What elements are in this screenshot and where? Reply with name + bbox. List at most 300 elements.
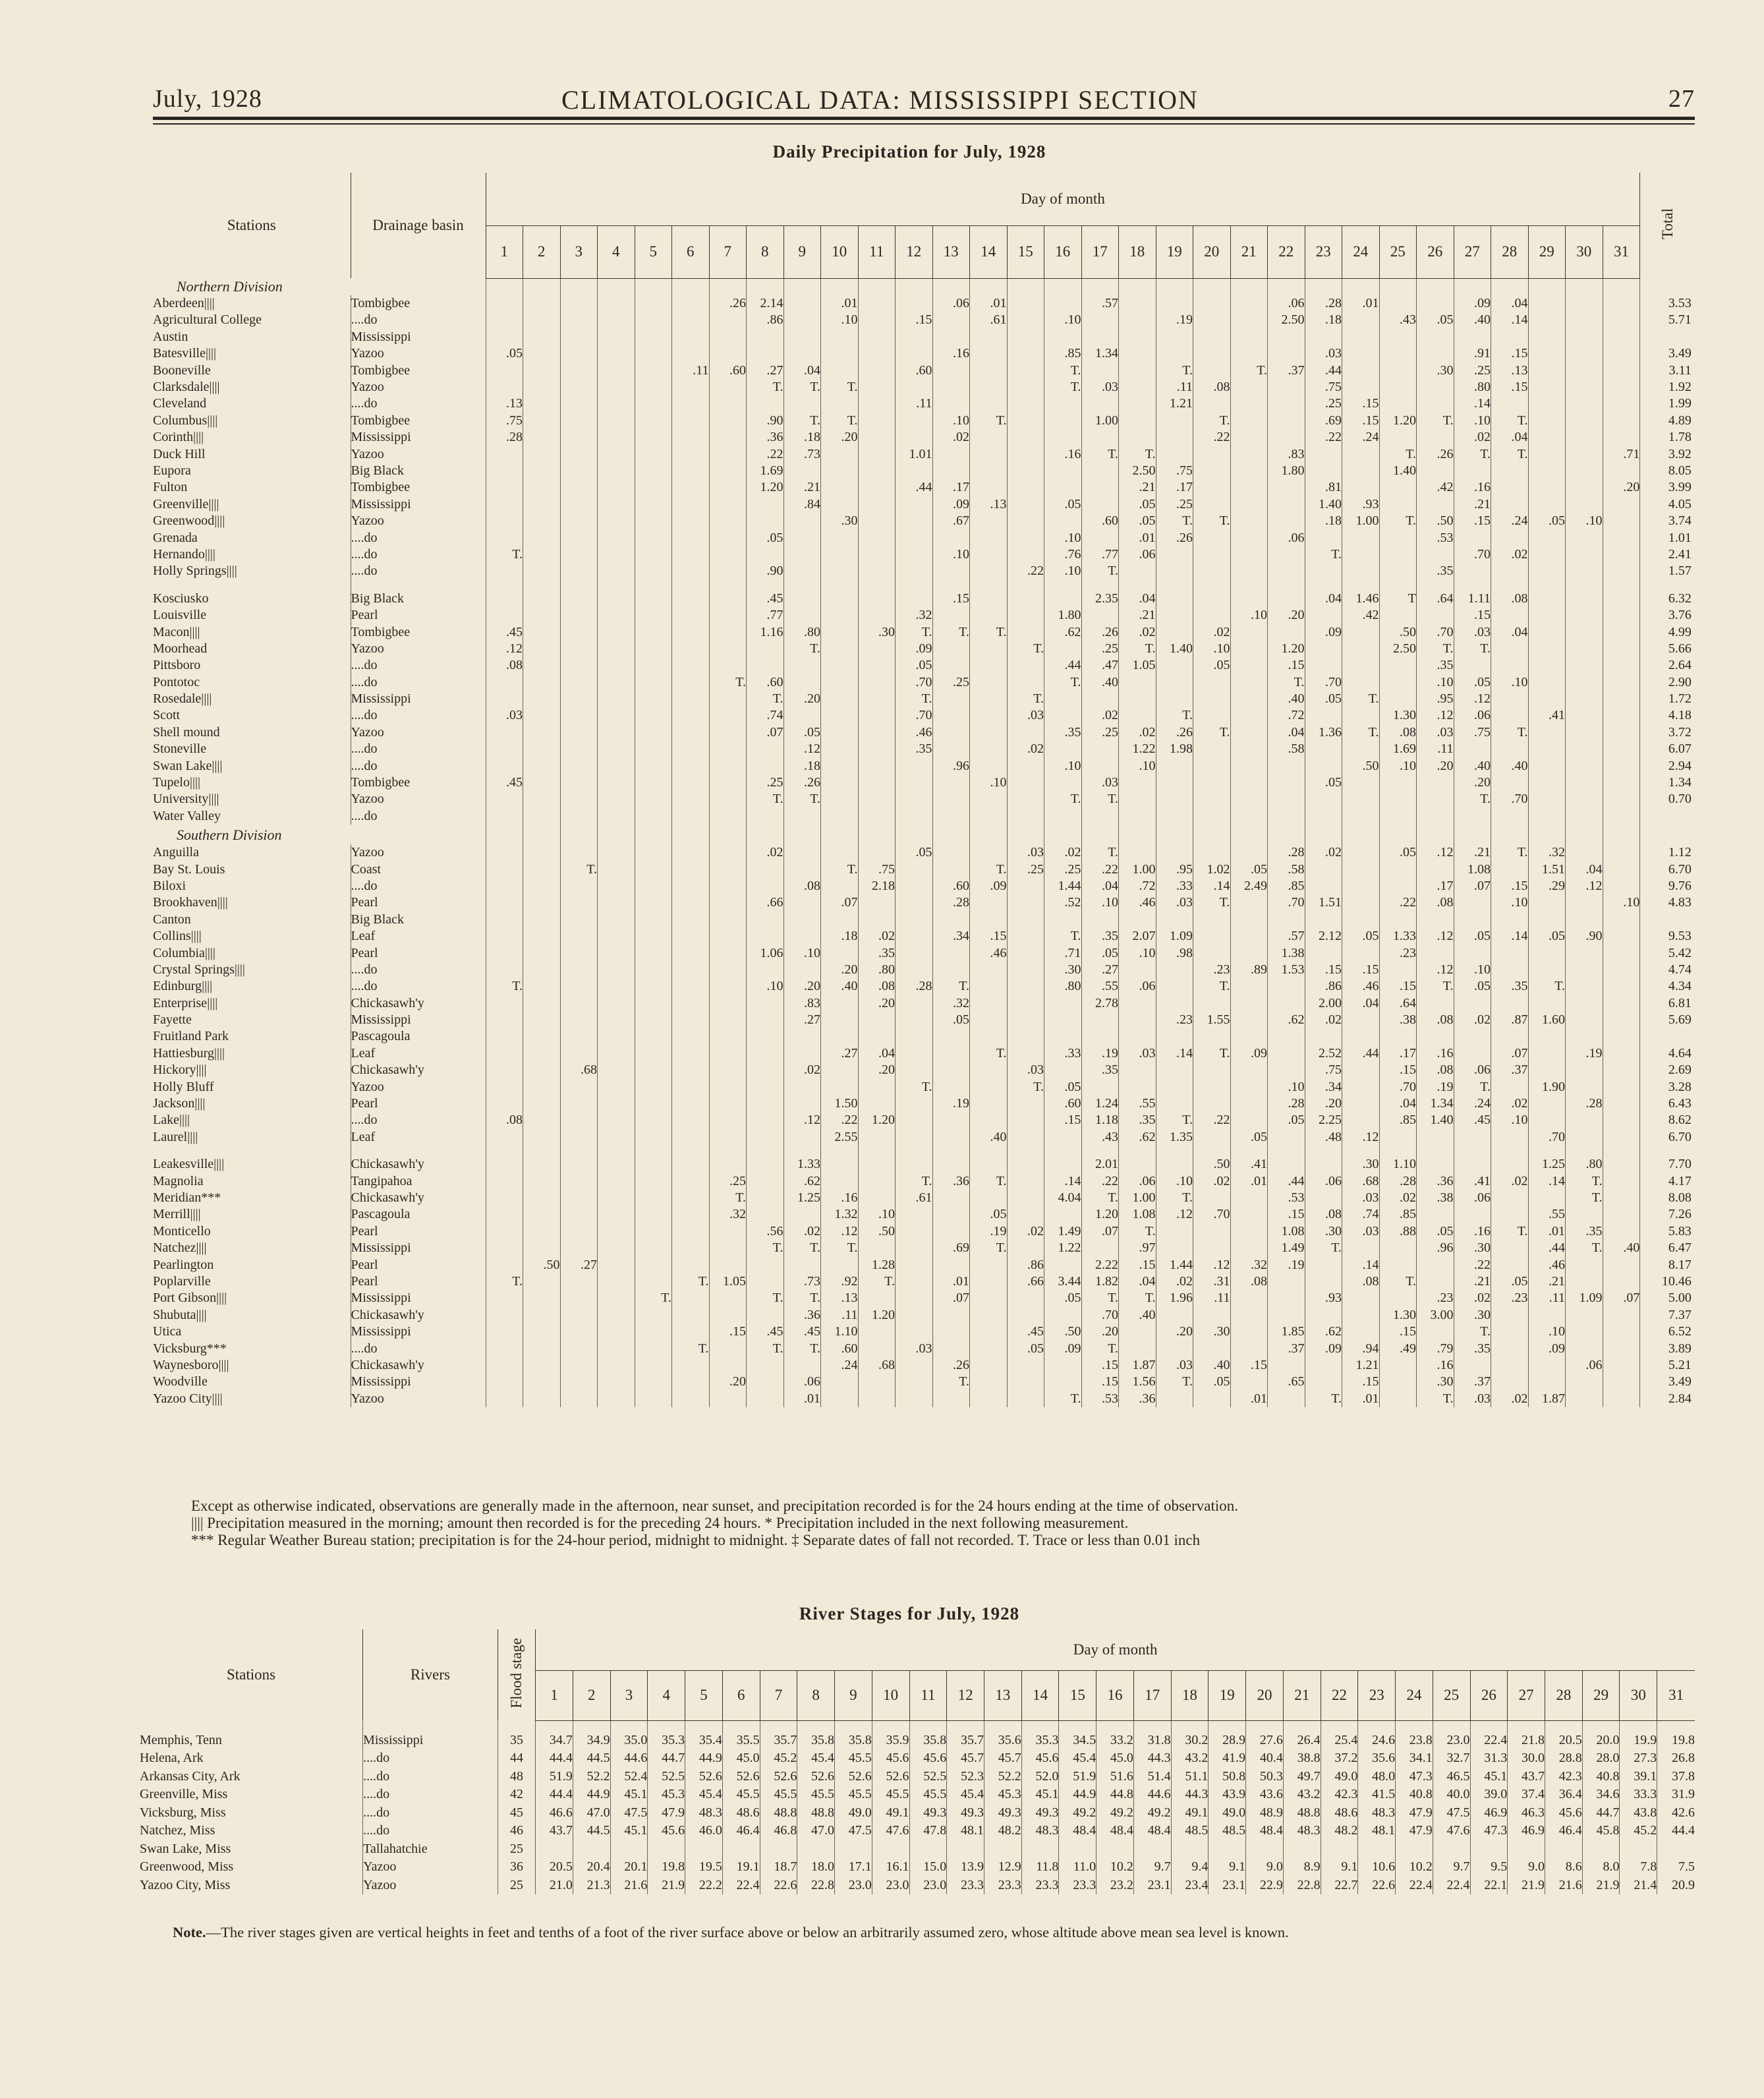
drainage-basin: Mississippi: [351, 429, 486, 446]
precip-value: [1156, 1156, 1193, 1173]
station-name: Booneville: [153, 363, 211, 378]
precip-value: [1379, 912, 1417, 928]
precip-value: [1268, 413, 1305, 429]
precip-value: .15: [1044, 1112, 1082, 1128]
precip-value: [598, 1156, 635, 1173]
day-header: 5: [635, 225, 672, 278]
precip-value: [486, 674, 523, 690]
precip-value: [560, 894, 598, 911]
precip-value: .28: [1379, 1173, 1417, 1189]
station-name: Eupora: [153, 463, 191, 478]
header-rule-thin: [153, 123, 1695, 125]
precip-value: .86: [747, 312, 784, 328]
day-header: 29: [1582, 1670, 1620, 1720]
precip-value: .46: [896, 724, 933, 741]
precip-value: [747, 1045, 784, 1062]
precip-value: [1230, 1340, 1268, 1356]
precip-value: [1268, 1307, 1305, 1324]
day-header: 14: [970, 225, 1008, 278]
precip-value: .06: [1119, 1173, 1156, 1189]
stage-value: 47.9: [1396, 1822, 1433, 1840]
precip-value: [1007, 1391, 1044, 1407]
precip-value: [709, 945, 747, 961]
precip-value: [1007, 496, 1044, 513]
precip-value: [598, 529, 635, 546]
precip-value: [1268, 479, 1305, 496]
precip-value: [486, 1028, 523, 1045]
precip-value: [970, 912, 1008, 928]
precip-value: [1603, 707, 1640, 724]
precip-value: T.: [1156, 1374, 1193, 1390]
precip-value: .80: [783, 624, 821, 640]
stage-value: 9.0: [1246, 1858, 1284, 1877]
precip-value: [1268, 563, 1305, 579]
precip-value: .10: [821, 312, 859, 328]
precip-value: [560, 379, 598, 395]
stage-value: 21.0: [536, 1877, 573, 1895]
precip-value: [1007, 607, 1044, 624]
precip-value: .10: [1566, 513, 1603, 529]
precip-value: [1007, 312, 1044, 328]
precip-value: .16: [1044, 446, 1082, 462]
empty-cell: [932, 278, 970, 295]
precip-value: [523, 607, 561, 624]
station-row: [153, 894, 1695, 911]
precip-value: [672, 945, 710, 961]
precip-value: [1230, 844, 1268, 861]
precip-value: [821, 757, 859, 774]
precip-value: [1379, 529, 1417, 546]
precip-value: [598, 641, 635, 657]
empty-cell: [970, 825, 1008, 844]
precip-value: [932, 1391, 970, 1407]
precip-value: .24: [1491, 513, 1529, 529]
precip-value: .14: [1193, 878, 1231, 894]
precip-value: [970, 741, 1008, 757]
precip-value: .05: [1454, 674, 1491, 690]
empty-cell: [1566, 278, 1603, 295]
precip-value: .40: [1491, 757, 1529, 774]
precip-value: .72: [1119, 878, 1156, 894]
precip-value: T.: [1193, 724, 1231, 741]
precip-value: .19: [970, 1223, 1008, 1240]
precip-value: 1.05: [1119, 657, 1156, 674]
precip-value: [560, 791, 598, 807]
precip-value: [858, 1391, 896, 1407]
precip-value: .03: [1081, 379, 1119, 395]
station-row: [153, 1290, 1695, 1306]
precip-value: [783, 707, 821, 724]
precip-value: [1603, 1340, 1640, 1356]
day-header: 12: [947, 1670, 984, 1720]
precip-value: [1342, 446, 1380, 462]
precip-value: [1230, 741, 1268, 757]
stage-value: 48.6: [1321, 1804, 1358, 1822]
precip-value: [1342, 641, 1380, 657]
monthly-total: 2.69: [1640, 1062, 1695, 1078]
precip-value: 1.49: [1044, 1223, 1082, 1240]
spacer: [747, 1146, 784, 1156]
precip-value: .15: [896, 312, 933, 328]
precip-value: .21: [1454, 844, 1491, 861]
river-station-name: Natchez, Miss: [140, 1823, 215, 1838]
monthly-total: 3.53: [1640, 295, 1695, 312]
spacer: [1528, 580, 1566, 591]
precip-value: [560, 757, 598, 774]
precip-value: .15: [970, 928, 1008, 945]
precip-value: .05: [1193, 1374, 1231, 1390]
precip-value: [1603, 674, 1640, 690]
river-name: Tallahatchie: [363, 1840, 498, 1859]
precip-value: [598, 741, 635, 757]
precip-value: [709, 894, 747, 911]
precip-value: [486, 1012, 523, 1028]
spacer: [1342, 1146, 1380, 1156]
stage-value: 45.4: [947, 1786, 984, 1804]
precip-value: [598, 607, 635, 624]
precip-value: [783, 329, 821, 345]
precip-value: .07: [1491, 1045, 1529, 1062]
precip-value: .03: [896, 1340, 933, 1356]
precip-value: .75: [1305, 379, 1342, 395]
precip-value: 1.33: [783, 1156, 821, 1173]
stage-value: 23.0: [872, 1877, 909, 1895]
stage-value: 43.8: [1620, 1804, 1657, 1822]
precip-value: [1268, 1357, 1305, 1374]
precip-value: [486, 1391, 523, 1407]
precip-value: [598, 1112, 635, 1128]
precip-value: [747, 329, 784, 345]
precip-value: [523, 563, 561, 579]
spacer: [1454, 580, 1491, 591]
precip-value: [1379, 657, 1417, 674]
station-row: [153, 379, 1695, 395]
spacer: [498, 1720, 535, 1732]
day-header: 13: [984, 1670, 1021, 1720]
empty-cell: [1454, 278, 1491, 295]
precip-value: [747, 1307, 784, 1324]
day-header: 31: [1603, 225, 1640, 278]
monthly-total: 6.32: [1640, 591, 1695, 607]
station-name: Stoneville: [153, 742, 207, 757]
precip-value: .08: [1379, 724, 1417, 741]
day-header: 20: [1246, 1670, 1284, 1720]
drainage-basin: Big Black: [351, 591, 486, 607]
precip-value: [672, 844, 710, 861]
precip-value: .03: [1007, 707, 1044, 724]
precip-value: [896, 928, 933, 945]
precip-value: .04: [1342, 995, 1380, 1012]
stage-value: 48.3: [685, 1804, 723, 1822]
precip-value: [560, 345, 598, 362]
spacer: [1096, 1720, 1134, 1732]
day-header: 7: [760, 1670, 797, 1720]
precip-value: .24: [1342, 429, 1380, 446]
precip-value: [1454, 1028, 1491, 1045]
precip-value: 1.50: [821, 1095, 859, 1112]
precip-value: .01: [783, 1391, 821, 1407]
precip-value: 1.87: [1528, 1391, 1566, 1407]
stage-value: 45.6: [648, 1822, 685, 1840]
precip-value: [1230, 446, 1268, 462]
stage-value: 23.1: [1133, 1877, 1171, 1895]
station-row: [153, 757, 1695, 774]
precip-value: .35: [858, 945, 896, 961]
station-name: Crystal Springs||||: [153, 962, 245, 977]
precip-value: .17: [1156, 479, 1193, 496]
day-header: 19: [1156, 225, 1193, 278]
precip-value: [747, 345, 784, 362]
empty-cell: [1007, 278, 1044, 295]
stage-value: [797, 1840, 835, 1859]
precip-value: [896, 1273, 933, 1290]
precip-value: [1603, 861, 1640, 877]
stage-value: 21.9: [1582, 1877, 1620, 1895]
drainage-basin: Chickasawh'y: [351, 995, 486, 1012]
precip-value: .64: [1379, 995, 1417, 1012]
empty-cell: [709, 825, 747, 844]
precip-value: [1417, 1028, 1454, 1045]
river-row: [140, 1858, 1695, 1877]
precip-value: .03: [1119, 1045, 1156, 1062]
precip-value: [1007, 624, 1044, 640]
precip-value: [598, 1045, 635, 1062]
precip-value: [1566, 691, 1603, 707]
drainage-basin: Leaf: [351, 1129, 486, 1146]
precip-value: [598, 894, 635, 911]
drainage-basin: Pascagoula: [351, 1206, 486, 1223]
station-name: Magnolia: [153, 1173, 204, 1188]
empty-cell: [970, 278, 1008, 295]
precip-value: [523, 878, 561, 894]
stage-value: 23.3: [1059, 1877, 1096, 1895]
spacer: [598, 580, 635, 591]
station-row: [153, 928, 1695, 945]
precip-value: [1603, 978, 1640, 995]
precip-value: .32: [1230, 1256, 1268, 1273]
precip-value: [1156, 1223, 1193, 1240]
precip-value: [932, 691, 970, 707]
precip-value: [1491, 1078, 1529, 1095]
precip-value: [858, 1324, 896, 1340]
precip-value: [896, 962, 933, 978]
precip-value: [1491, 808, 1529, 825]
precip-value: .30: [1342, 1156, 1380, 1173]
precip-value: .08: [1230, 1273, 1268, 1290]
precip-value: [709, 513, 747, 529]
precip-value: T.: [1491, 413, 1529, 429]
station-name: Batesville||||: [153, 346, 216, 361]
precip-value: [932, 844, 970, 861]
precip-value: [486, 928, 523, 945]
empty-cell: [560, 278, 598, 295]
precip-value: 1.32: [821, 1206, 859, 1223]
precip-value: .48: [1305, 1129, 1342, 1146]
precip-value: [523, 529, 561, 546]
precip-value: [1528, 529, 1566, 546]
precip-value: .18: [821, 928, 859, 945]
river-name: Mississippi: [363, 1732, 498, 1750]
precip-value: [1156, 1095, 1193, 1112]
precip-value: [672, 861, 710, 877]
precip-value: T.: [1379, 446, 1417, 462]
precip-value: [1342, 878, 1380, 894]
precip-value: [932, 1112, 970, 1128]
spacer: [1603, 1146, 1640, 1156]
precip-value: [486, 463, 523, 479]
precip-value: [1566, 1307, 1603, 1324]
precip-value: [635, 1129, 672, 1146]
precip-value: [1044, 808, 1082, 825]
precip-value: [1491, 691, 1529, 707]
stage-value: 45.0: [722, 1749, 760, 1768]
precip-value: [821, 774, 859, 791]
precip-value: [598, 1340, 635, 1356]
precip-value: [1230, 1223, 1268, 1240]
precip-value: [1454, 1129, 1491, 1146]
precip-value: T.: [1193, 1045, 1231, 1062]
precip-value: T.: [1417, 978, 1454, 995]
precip-value: [821, 808, 859, 825]
monthly-total: 4.89: [1640, 413, 1695, 429]
precip-value: [1268, 1290, 1305, 1306]
precip-value: T.: [896, 1173, 933, 1189]
stage-value: 49.1: [1171, 1804, 1209, 1822]
precip-value: .04: [1491, 295, 1529, 312]
precip-value: [1342, 1290, 1380, 1306]
precip-value: [1566, 563, 1603, 579]
station-row: [153, 674, 1695, 690]
precip-value: .05: [1193, 657, 1231, 674]
drainage-basin: Yazoo: [351, 1391, 486, 1407]
precip-value: [1193, 774, 1231, 791]
precip-value: .27: [821, 1045, 859, 1062]
monthly-total: 4.17: [1640, 1173, 1695, 1189]
stage-value: 51.6: [1096, 1768, 1134, 1786]
precip-value: [1193, 607, 1231, 624]
precip-value: .20: [1268, 607, 1305, 624]
precip-value: .30: [1044, 962, 1082, 978]
precip-value: .05: [1007, 1340, 1044, 1356]
precip-value: [1491, 563, 1529, 579]
precip-value: [1230, 345, 1268, 362]
precip-value: [486, 691, 523, 707]
precip-value: T.: [1119, 641, 1156, 657]
precip-value: .75: [486, 413, 523, 429]
monthly-total: 3.49: [1640, 345, 1695, 362]
stage-value: 44.7: [1582, 1804, 1620, 1822]
day-header: 30: [1566, 225, 1603, 278]
empty-cell: [1379, 825, 1417, 844]
station-row: [153, 1307, 1695, 1324]
precip-value: [1230, 329, 1268, 345]
spacer: [610, 1720, 648, 1732]
stage-value: 19.5: [685, 1858, 723, 1877]
precip-value: [598, 1062, 635, 1078]
empty-cell: [635, 278, 672, 295]
precip-value: [1454, 563, 1491, 579]
drainage-basin: Big Black: [351, 463, 486, 479]
spacer: [1119, 580, 1156, 591]
precip-value: [1491, 1240, 1529, 1256]
precip-value: .08: [1417, 894, 1454, 911]
precip-value: .05: [1454, 928, 1491, 945]
precip-value: [598, 945, 635, 961]
precip-value: [932, 791, 970, 807]
precip-value: .26: [783, 774, 821, 791]
precip-value: 1.20: [858, 1307, 896, 1324]
precip-value: [1528, 894, 1566, 911]
precip-value: [1342, 707, 1380, 724]
precip-value: T.: [1081, 1290, 1119, 1306]
river-station-name: Yazoo City, Miss: [140, 1877, 231, 1892]
spacer: [1454, 1146, 1491, 1156]
precip-value: .93: [1342, 496, 1380, 513]
precip-value: [858, 1078, 896, 1095]
precip-value: [1528, 624, 1566, 640]
precip-value: [1156, 1078, 1193, 1095]
precip-value: .10: [1491, 674, 1529, 690]
precip-value: 1.05: [709, 1273, 747, 1290]
precip-value: [932, 463, 970, 479]
precip-value: [598, 1190, 635, 1206]
precip-value: [1044, 479, 1082, 496]
station-name: Austin: [153, 329, 188, 344]
precip-value: [635, 724, 672, 741]
precip-value: [560, 1095, 598, 1112]
precip-value: [635, 1307, 672, 1324]
precip-value: [1603, 657, 1640, 674]
stage-value: 48.4: [1246, 1822, 1284, 1840]
precip-value: [1081, 808, 1119, 825]
station-row: [153, 1156, 1695, 1173]
precip-value: [858, 1290, 896, 1306]
precip-value: [932, 962, 970, 978]
precip-value: .44: [1342, 1045, 1380, 1062]
precip-value: [1491, 774, 1529, 791]
precip-value: .12: [1193, 1256, 1231, 1273]
precip-value: [560, 496, 598, 513]
precip-value: [1342, 912, 1380, 928]
precip-value: [709, 479, 747, 496]
precip-value: [672, 1129, 710, 1146]
stage-value: 45.0: [1096, 1749, 1134, 1768]
precip-value: [1342, 1078, 1380, 1095]
drainage-basin: ....do: [351, 878, 486, 894]
precip-value: [1454, 808, 1491, 825]
precip-value: .10: [1603, 894, 1640, 911]
precip-value: [1305, 641, 1342, 657]
day-header: 24: [1342, 225, 1380, 278]
station-row: [153, 861, 1695, 877]
empty-cell: [932, 825, 970, 844]
stage-value: 48.4: [1133, 1822, 1171, 1840]
drainage-basin: Pearl: [351, 607, 486, 624]
empty-cell: [1603, 278, 1640, 295]
precip-value: .22: [1081, 861, 1119, 877]
precip-value: .44: [1044, 657, 1082, 674]
precip-value: [560, 1324, 598, 1340]
precip-value: [1156, 1340, 1193, 1356]
precip-value: [1156, 791, 1193, 807]
precip-value: T.: [1081, 844, 1119, 861]
precip-value: [1119, 691, 1156, 707]
precip-value: [783, 1078, 821, 1095]
precip-value: .12: [486, 641, 523, 657]
precip-value: [1119, 345, 1156, 362]
precip-value: .60: [821, 1340, 859, 1356]
empty-cell: [1640, 825, 1695, 844]
